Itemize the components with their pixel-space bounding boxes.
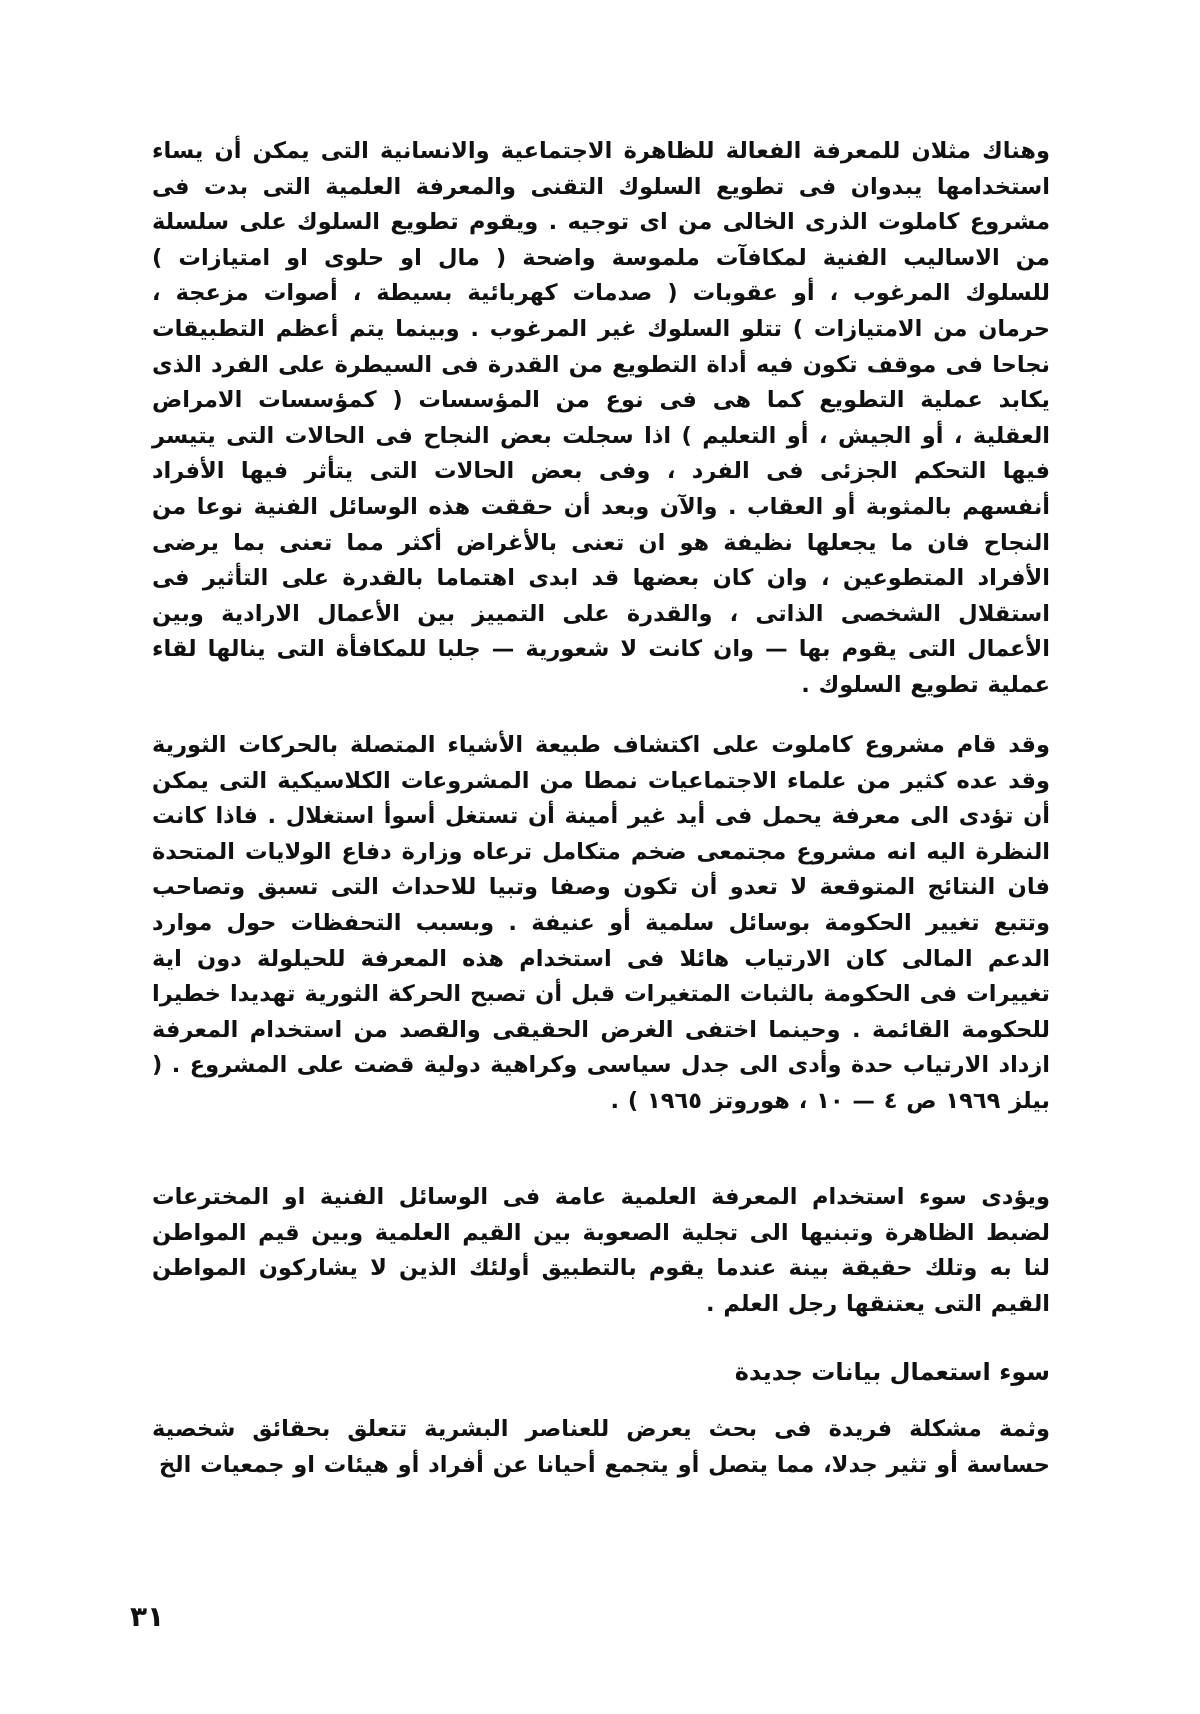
paragraph-4: وثمة مشكلة فريدة فى بحث يعرض للعناصر البشرية تتعلق بحقائق شخصية حساسة أو تثير جدلا، مما يتصل أو يتجمع أحيانا عن أفراد أو هيئات او جمعيات الخ [152, 1416, 1050, 1478]
section-heading: سوء استعمال بيانات جديدة [734, 1358, 1050, 1386]
paragraph-1: وهناك مثلان للمعرفة الفعالة للظاهرة الاجتماعية والانسانية التى يمكن أن يساء استخدامها يبدوان فى تطويع السلوك التقنى والمعرفة العلمية التى بدت فى مشروع كاملوت الذرى الخالى من اى توجيه . ويقوم تطويع السلوك على سلسلة من الاساليب الفنية لمكافآت ملموسة واضحة ( مال او حلوى او امتيازات ) للسلوك المرغوب ، أو عقوبات ( صدمات كهربائية بسيطة ، أصوات مزعجة ، حرمان من الامتيازات ) تتلو السلوك غير المرغوب . وبينما يتم أعظم التطبيقات نجاحا فى موقف تكون فيه أداة التطويع من القدرة فى السيطرة على الفرد الذى يكابد عملية التطويع كما هى فى نوع من المؤسسات ( كمؤسسات الامراض العقلية ، أو الجيش ، أو التعليم ) اذا سجلت بعض النجاح فى الحالات التى يتيسر فيها التحكم الجزئى فى الفرد ، وفى بعض الحالات التى يتأثر فيها الأفراد أنفسهم بالمثوبة أو العقاب . والآن وبعد أن حققت هذه الوسائل الفنية نوعا من النجاح فان ما يجعلها نظيفة هو ان تعنى بالأغراض أكثر مما تعنى بما يرضى الأفراد المتطوعين ، وان كان بعضها قد ابدى اهتماما بالقدرة على التأثير فى استقلال الشخصى الذاتى ، والقدرة على التمييز بين الأعمال الارادية وبين الأعمال التى يقوم بها — وان كانت لا شعورية — جلبا للمكافأة التى ينالها لقاء عملية تطويع السلوك . [152, 138, 1050, 698]
page-number: ٣١ [130, 1600, 165, 1633]
paragraph-2: وقد قام مشروع كاملوت على اكتشاف طبيعة الأشياء المتصلة بالحركات الثورية وقد عده كثير من علماء الاجتماعيات نمطا من المشروعات الكلاسيكية التى يمكن أن تؤدى الى معرفة يحمل فى أيد غير أمينة أن تستغل أسوأ استغلال . فاذا كانت النظرة اليه انه مشروع مجتمعى ضخم متكامل ترعاه وزارة دفاع الولايات المتحدة فان النتائج المتوقعة لا تعدو أن تكون وصفا وتبيا للاحداث التى تسبق وتصاحب وتتبع تغيير الحكومة بوسائل سلمية أو عنيفة . وبسبب التحفظات حول موارد الدعم المالى كان الارتياب هائلا فى استخدام هذه المعرفة للحيلولة دون اية تغييرات فى الحكومة بالثبات المتغيرات قبل أن تصبح الحركة الثورية تهديدا خطيرا للحكومة القائمة . وحينما اختفى الغرض الحقيقى والقصد من استخدام المعرفة ازداد الارتياب حدة وأدى الى جدل سياسى وكراهية دولية قضت على المشروع . ( بيلز ١٩٦٩ ص ٤ — ١٠ ، هوروتز ١٩٦٥ ) . [152, 732, 1050, 1114]
paragraph-3: ويؤدى سوء استخدام المعرفة العلمية عامة فى الوسائل الفنية او المخترعات لضبط الظاهرة وتبنيها الى تجلية الصعوبة بين القيم العلمية وبين قيم المواطن لنا به وتلك حقيقة بينة عندما يقوم بالتطبيق أولئك الذين لا يشاركون المواطن القيم التى يعتنقها رجل العلم . [152, 1184, 1050, 1317]
